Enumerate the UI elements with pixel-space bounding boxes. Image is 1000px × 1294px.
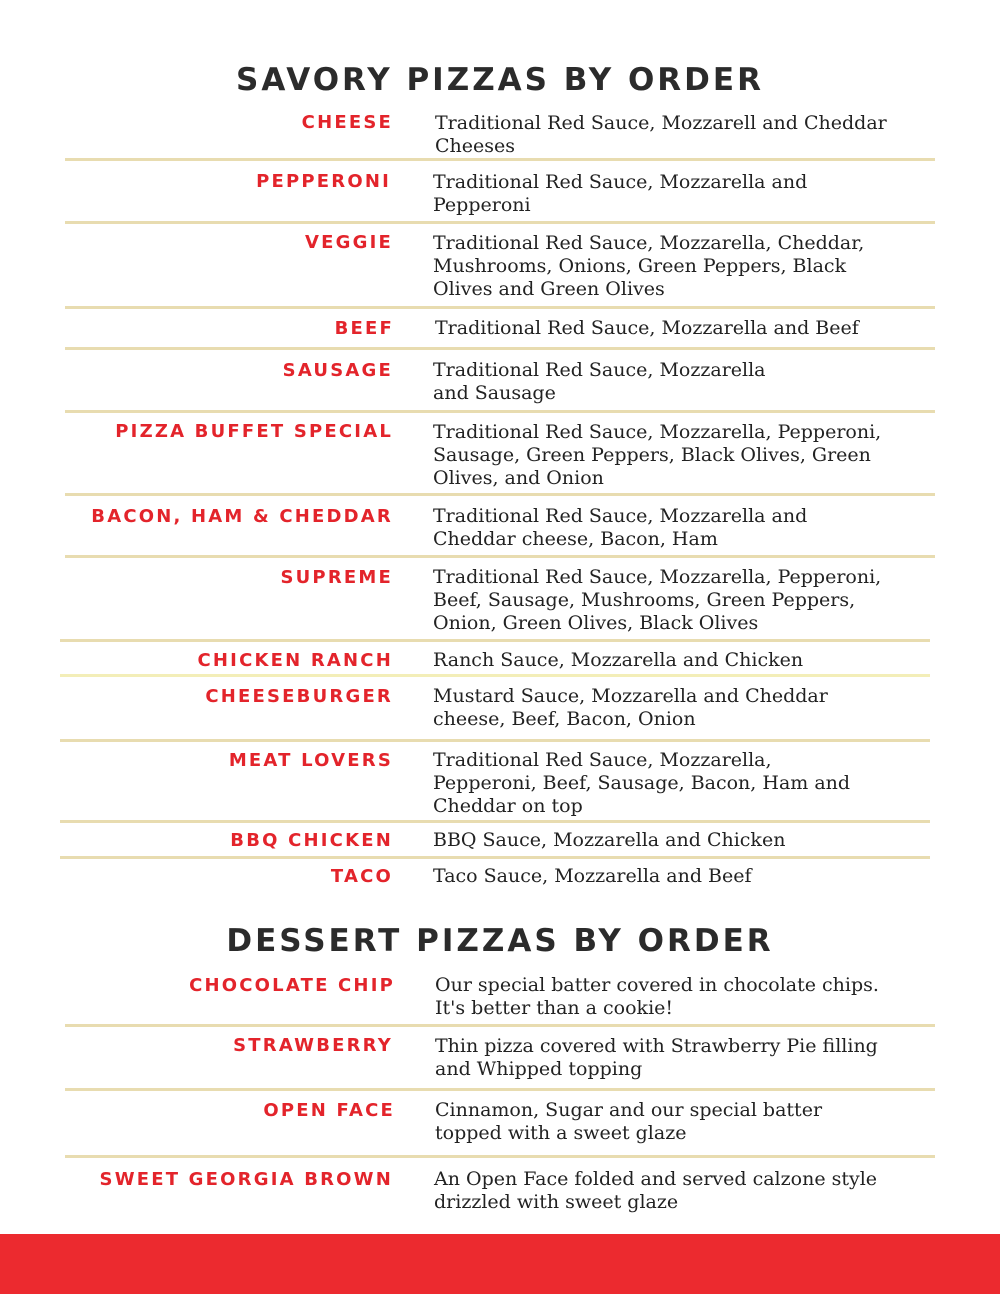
- menu-item-name: CHICKEN RANCH: [197, 650, 393, 671]
- menu-item-name: PIZZA BUFFET SPECIAL: [115, 421, 393, 442]
- divider: [60, 820, 930, 823]
- divider: [65, 1088, 935, 1091]
- menu-item-description: Traditional Red Sauce, Mozzarella, Pepperoni, Beef, Sausage, Bacon, Ham and Cheddar on top: [433, 749, 851, 817]
- menu-item-name: BEEF: [334, 318, 394, 339]
- menu-item-name: VEGGIE: [305, 232, 393, 253]
- divider: [65, 221, 935, 224]
- menu-item-description: Taco Sauce, Mozzarella and Beef: [433, 865, 752, 887]
- savory-section-title: SAVORY PIZZAS BY ORDER: [236, 62, 764, 98]
- menu-item-name: SAUSAGE: [282, 360, 393, 381]
- divider: [60, 856, 930, 859]
- menu-item-name: CHOCOLATE CHIP: [189, 975, 395, 996]
- menu-item-description: Our special batter covered in chocolate chips. It's better than a cookie!: [435, 974, 879, 1019]
- divider: [65, 158, 935, 161]
- menu-item-name: BACON, HAM & CHEDDAR: [91, 506, 393, 527]
- dessert-section-title: DESSERT PIZZAS BY ORDER: [226, 923, 774, 959]
- menu-item-description: Traditional Red Sauce, Mozzarella and Beef: [435, 317, 859, 339]
- menu-item-description: Traditional Red Sauce, Mozzarella, Cheddar, Mushrooms, Onions, Green Peppers, Black Olives and Green Olives: [433, 232, 865, 300]
- menu-item-description: Traditional Red Sauce, Mozzarella, Pepperoni, Beef, Sausage, Mushrooms, Green Peppers, Onion, Green Olives, Black Olives: [433, 566, 882, 634]
- menu-item-description: Traditional Red Sauce, Mozzarella, Pepperoni, Sausage, Green Peppers, Black Olives, Green Olives, and Onion: [433, 421, 882, 489]
- menu-item-name: SUPREME: [280, 567, 393, 588]
- menu-item-name: SWEET GEORGIA BROWN: [99, 1169, 393, 1190]
- menu-item-name: TACO: [330, 866, 393, 887]
- divider: [65, 306, 935, 309]
- menu-item-description: BBQ Sauce, Mozzarella and Chicken: [433, 829, 786, 851]
- menu-item-description: Traditional Red Sauce, Mozzarella and Cheddar cheese, Bacon, Ham: [433, 505, 808, 550]
- divider: [65, 1024, 935, 1027]
- menu-item-description: Traditional Red Sauce, Mozzarell and Cheddar Cheeses: [435, 112, 887, 157]
- divider: [65, 347, 935, 350]
- menu-item-description: An Open Face folded and served calzone style drizzled with sweet glaze: [434, 1168, 878, 1213]
- footer-bar: [0, 1234, 1000, 1294]
- menu-item-description: Cinnamon, Sugar and our special batter topped with a sweet glaze: [435, 1099, 823, 1144]
- divider: [65, 410, 935, 413]
- divider: [60, 674, 930, 677]
- menu-item-description: Thin pizza covered with Strawberry Pie filling and Whipped topping: [435, 1035, 878, 1080]
- menu-item-description: Traditional Red Sauce, Mozzarella and Pepperoni: [433, 171, 808, 216]
- divider: [60, 739, 930, 742]
- divider: [65, 493, 935, 496]
- menu-item-name: CHEESE: [301, 112, 393, 133]
- divider: [60, 639, 930, 642]
- menu-item-name: MEAT LOVERS: [228, 750, 393, 771]
- divider: [65, 1155, 935, 1158]
- menu-item-description: Ranch Sauce, Mozzarella and Chicken: [433, 649, 804, 671]
- menu-item-name: BBQ CHICKEN: [230, 830, 393, 851]
- menu-item-name: CHEESEBURGER: [205, 686, 393, 707]
- menu-item-description: Traditional Red Sauce, Mozzarella and Sausage: [433, 359, 766, 404]
- menu-item-name: STRAWBERRY: [233, 1035, 393, 1056]
- menu-item-name: PEPPERONI: [256, 171, 391, 192]
- divider: [65, 555, 935, 558]
- menu-item-description: Mustard Sauce, Mozzarella and Cheddar cheese, Beef, Bacon, Onion: [433, 685, 828, 730]
- menu-item-name: OPEN FACE: [263, 1100, 395, 1121]
